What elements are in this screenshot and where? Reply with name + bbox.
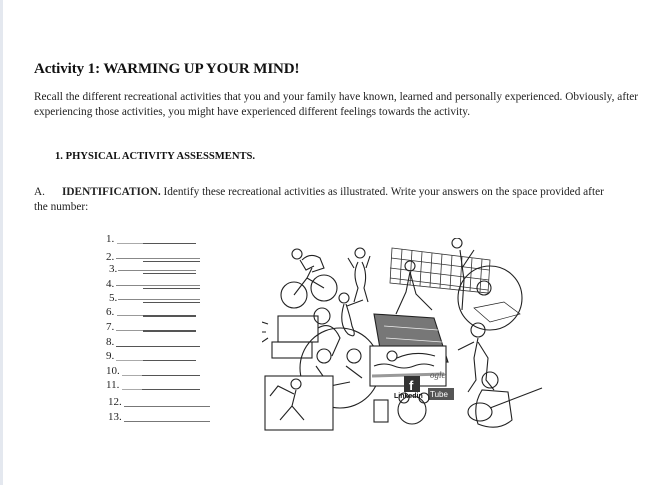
answer-blank[interactable]	[143, 273, 196, 274]
answer-blank[interactable]	[116, 258, 200, 259]
intro-paragraph: Recall the different recreational activities that you and your family have known, learned and personally experienced. Obviously, after experiencing those activities, you might have experienced different feelings towards the activity.	[34, 91, 638, 118]
answer-number: 10.	[106, 365, 120, 377]
answer-blank[interactable]	[142, 375, 200, 376]
answer-item-3[interactable]	[109, 263, 117, 275]
answer-item-6[interactable]	[106, 306, 114, 318]
svg-text:Linkedin: Linkedin	[394, 393, 423, 400]
answer-number: 3.	[109, 263, 118, 275]
answer-blank[interactable]	[118, 299, 200, 300]
answer-item-11[interactable]	[106, 379, 119, 391]
instruction-text: Identify these recreational activities as illustrated. Write your answers on the space provided after the number:	[34, 186, 604, 213]
answer-blank[interactable]	[143, 315, 196, 317]
svg-text:f: f	[409, 378, 414, 393]
answer-number: 12.	[108, 396, 122, 408]
svg-text:ogle: ogle	[430, 370, 446, 380]
answer-number: 6.	[106, 306, 115, 318]
answer-blank[interactable]	[142, 389, 200, 390]
answer-blank[interactable]	[118, 270, 196, 271]
recreational-activities-illustration	[262, 238, 544, 434]
answer-blank[interactable]	[124, 421, 210, 422]
hockey-player-icon	[265, 376, 333, 430]
answer-blank[interactable]	[143, 330, 196, 332]
answer-blank[interactable]	[116, 360, 143, 361]
section-heading: 1. PHYSICAL ACTIVITY ASSESSMENTS.	[55, 151, 256, 162]
svg-text:Tube: Tube	[430, 390, 448, 399]
answer-number: 2.	[106, 251, 115, 263]
answer-blank[interactable]	[116, 330, 143, 331]
answer-number: 8.	[106, 336, 115, 348]
answer-number: 13.	[108, 411, 122, 423]
answer-number: 1.	[106, 233, 115, 245]
answer-item-10[interactable]	[106, 365, 120, 377]
answer-blank[interactable]	[122, 375, 142, 376]
answer-number: 4.	[106, 278, 115, 290]
answer-item-1[interactable]	[106, 233, 114, 245]
answer-item-12[interactable]	[108, 396, 122, 408]
instruction-label: IDENTIFICATION.	[62, 186, 161, 198]
answer-blank[interactable]	[117, 243, 143, 244]
answer-item-13[interactable]	[108, 411, 122, 423]
answer-blank[interactable]	[143, 243, 196, 244]
answer-blank[interactable]	[143, 288, 200, 289]
answer-number: 9.	[106, 350, 115, 362]
answer-item-5[interactable]	[109, 292, 117, 304]
activity-title: Activity 1: WARMING UP YOUR MIND!	[34, 61, 300, 77]
answer-blank[interactable]	[143, 302, 200, 303]
identification-instruction	[34, 185, 614, 214]
answer-blank[interactable]	[122, 389, 142, 390]
answer-blank[interactable]	[143, 261, 200, 262]
answer-blank[interactable]	[116, 285, 200, 286]
answer-number: 5.	[109, 292, 118, 304]
answer-item-9[interactable]	[106, 350, 114, 362]
answer-number: 11.	[106, 379, 120, 391]
answer-blank[interactable]	[116, 346, 200, 347]
answer-item-4[interactable]	[106, 278, 114, 290]
page-left-edge	[0, 0, 3, 485]
girl-standing-icon	[458, 323, 494, 392]
answer-item-8[interactable]	[106, 336, 114, 348]
instruction-letter: A.	[34, 186, 45, 198]
answer-number: 7.	[106, 321, 115, 333]
answer-blank[interactable]	[124, 406, 210, 407]
puzzle-activity-icon	[458, 266, 522, 330]
answer-blank[interactable]	[117, 315, 143, 316]
cycling-figure-icon	[281, 249, 337, 308]
guitar-player-icon	[468, 372, 542, 427]
answer-blank[interactable]	[143, 360, 196, 361]
volleyball-net-icon	[390, 248, 490, 293]
answer-item-2[interactable]	[106, 251, 114, 263]
answer-item-7[interactable]	[106, 321, 114, 333]
